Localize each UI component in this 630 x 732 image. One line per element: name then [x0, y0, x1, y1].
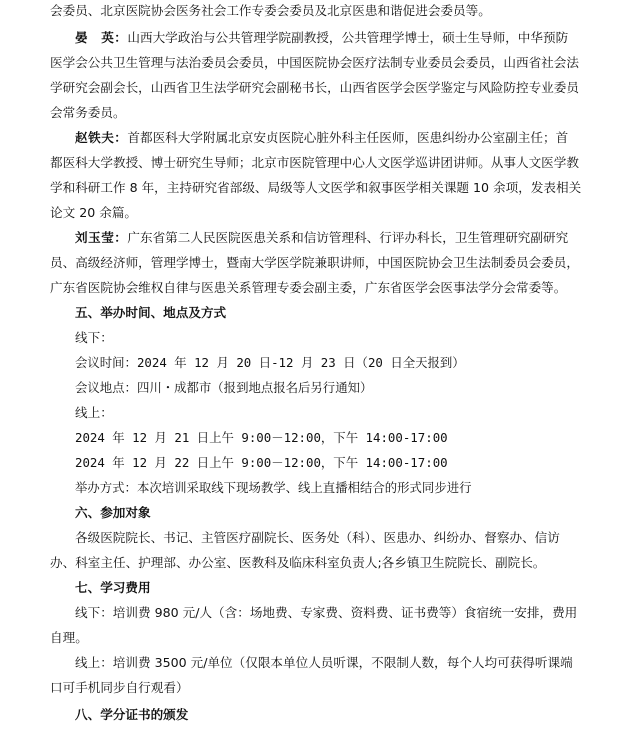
bio-line: 广东省医院协会维权自律与医患关系管理专委会副主委，广东省医学会医事法学分会常委等。: [50, 280, 567, 295]
bio-name-liu-yuying: 刘玉莹：: [75, 230, 128, 245]
bio-line: 论文 20 余篇。: [50, 205, 138, 220]
offline-label: 线下：: [75, 330, 113, 345]
section-heading-certificate: 八、学分证书的颁发: [75, 707, 189, 722]
offline-fee-line-1: 线下：培训费 980 元/人（含：场地费、专家费、资料费、证书费等）食宿统一安排，费用: [75, 605, 578, 620]
bio-text: 首都医科大学附属北京安贞医院心脏外科主任医师，医患纠纷办公室副主任；首: [127, 130, 569, 145]
bio-continuation-line: 会委员、北京医院协会医务社会工作专委会委员及北京医患和谐促进会委员等。: [50, 3, 491, 18]
bio-line: 会常务委员。: [50, 105, 126, 120]
bio-zhao-tiefu-first-line: [75, 129, 590, 147]
section-heading-participants: 六、参加对象: [75, 505, 151, 520]
training-mode: 举办方式：本次培训采取线下现场教学、线上直播相结合的形式同步进行: [75, 480, 472, 495]
bio-text: 山西大学政治与公共管理学院副教授，公共管理学博士，硕士生导师，中华预防: [127, 30, 569, 45]
section-heading-schedule: 五、举办时间、地点及方式: [75, 305, 227, 320]
bio-line: 员、高级经济师，管理学博士，暨南大学医学院兼职讲师，中国医院协会卫生法制委员会委员，: [50, 255, 579, 270]
bio-liu-yuying-first-line: [75, 229, 590, 247]
bio-name-yan-ying: 晏 英：: [75, 30, 128, 45]
bio-line: 学研究会副会长，山西省卫生法学研究会副秘书长，山西省医学会医学鉴定与风险防控专业委员: [50, 80, 579, 95]
bio-yan-ying-first-line: [75, 29, 590, 47]
offline-fee-line-2: 自理。: [50, 630, 88, 645]
online-label: 线上：: [75, 405, 113, 420]
meeting-time: 会议时间：2024 年 12 月 20 日-12 月 23 日（20 日全天报到）: [75, 355, 465, 370]
online-fee-line-2: 口可手机同步自行观看）: [50, 680, 189, 695]
online-fee-line-1: 线上：培训费 3500 元/单位（仅限本单位人员听课，不限制人数，每个人均可获得听课端: [75, 655, 573, 670]
meeting-place: 会议地点：四川・成都市（报到地点报名后另行通知）: [75, 380, 373, 395]
bio-line: 医学会公共卫生管理与法治委员会委员，中国医院协会医疗法制专业委员会委员，山西省社会法: [50, 55, 579, 70]
section-heading-fees: 七、学习费用: [75, 580, 151, 595]
participants-line-2: 办、科室主任、护理部、办公室、医教科及临床科室负责人;各乡镇卫生院院长、副院长。: [50, 555, 546, 570]
bio-line: 都医科大学教授、博士研究生导师；北京市医院管理中心人文医学巡讲团讲师。从事人文医学教: [50, 155, 579, 170]
online-day-1: 2024 年 12 月 21 日上午 9:00－12:00，下午 14:00-17:00: [75, 430, 448, 445]
bio-name-zhao-tiefu: 赵铁夫：: [75, 130, 128, 145]
participants-line-1: 各级医院院长、书记、主管医疗副院长、医务处（科）、医患办、纠纷办、督察办、信访: [75, 530, 560, 545]
bio-text: 广东省第二人民医院医患关系和信访管理科、行评办科长，卫生管理研究副研究: [127, 230, 569, 245]
bio-line: 学和科研工作 8 年，主持研究省部级、局级等人文医学和叙事医学相关课题 10 余项，发表相关: [50, 180, 582, 195]
online-day-2: 2024 年 12 月 22 日上午 9:00－12:00，下午 14:00-17:00: [75, 455, 448, 470]
